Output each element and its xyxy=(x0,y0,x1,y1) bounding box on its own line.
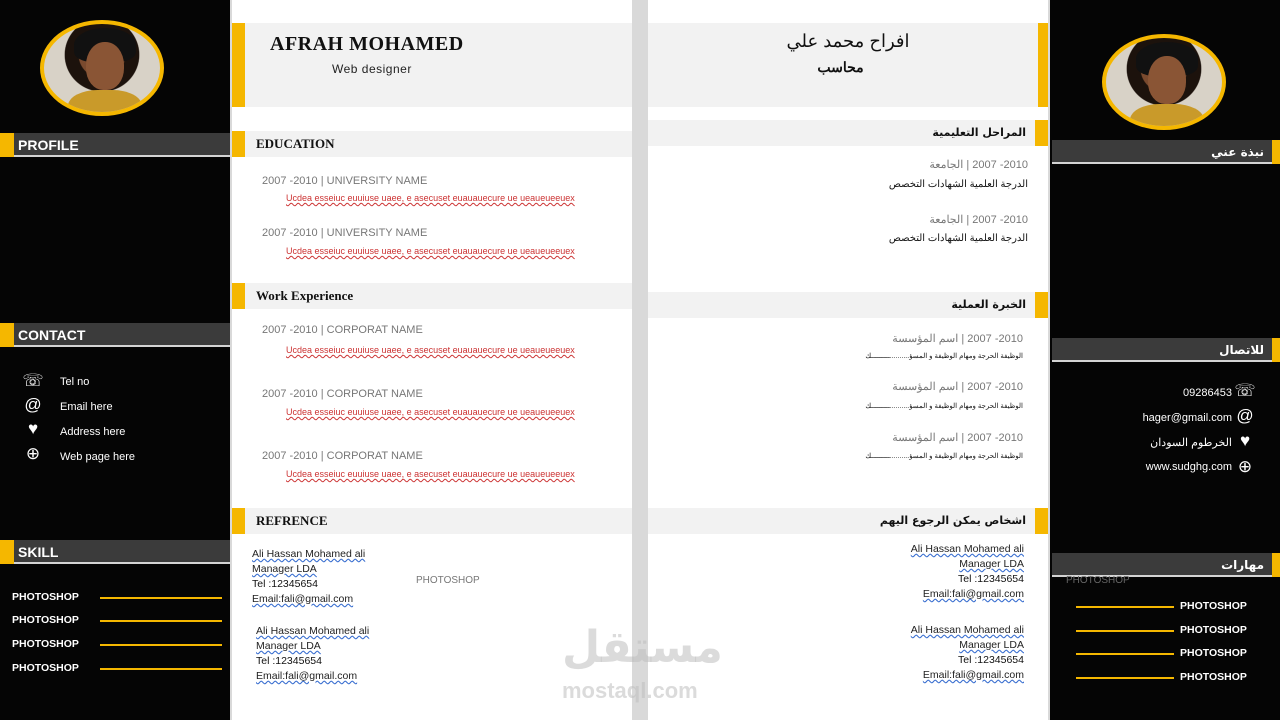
reference-name: Ali Hassan Mohamed ali xyxy=(256,625,370,637)
arabic-skill-item: PHOTOSHOP xyxy=(1180,600,1247,612)
work-desc: Ucdea esseiuc euuiuse uaee, e asecuset euauauecure ue ueaueueeuex xyxy=(286,345,575,355)
arabic-contact-address: الخرطوم السودان xyxy=(1150,437,1232,449)
arabic-education-date: 2010- 2007 | الجامعة xyxy=(929,159,1028,171)
arabic-work-date: 2010- 2007 | اسم المؤسسة xyxy=(892,432,1023,444)
arabic-work-desc: الوظيفة الحرجة ومهام الوظيفة و المسؤ..........ـــــــــك xyxy=(865,453,1023,460)
education-desc: Ucdea esseiuc euuiuse uaee, e asecuset euauauecure ue ueaueueeuex xyxy=(286,246,575,256)
arabic-reference-name: Ali Hassan Mohamed ali xyxy=(910,624,1024,636)
arabic-skill-item: PHOTOSHOP xyxy=(1180,671,1247,683)
about-heading: نبذة عني xyxy=(1052,140,1280,164)
skill-bar xyxy=(1076,677,1174,679)
arabic-reference-role: Manager LDA xyxy=(959,558,1024,570)
location-icon: ♥ xyxy=(1239,431,1251,450)
arabic-work-date: 2010- 2007 | اسم المؤسسة xyxy=(892,381,1023,393)
reference-heading: REFRENCE xyxy=(232,508,632,534)
arabic-page xyxy=(648,0,1048,720)
phone-icon: ☏ xyxy=(22,371,44,390)
arabic-education-heading: المراحل التعليمية xyxy=(648,120,1048,146)
globe-icon: ⊕ xyxy=(1237,457,1253,476)
work-date: 2007 -2010 | CORPORAT NAME xyxy=(262,388,423,400)
work-heading: Work Experience xyxy=(232,283,632,309)
skill-item: PHOTOSHOP xyxy=(12,662,79,674)
contact-heading: CONTACT xyxy=(0,323,230,347)
contact-email: Email here xyxy=(60,401,113,413)
education-date: 2007 -2010 | UNIVERSITY NAME xyxy=(262,175,428,187)
arabic-cv-title: محاسب xyxy=(817,59,864,75)
skill-bar xyxy=(1076,606,1174,608)
english-page xyxy=(232,0,632,720)
work-desc: Ucdea esseiuc euuiuse uaee, e asecuset euauauecure ue ueaueueeuex xyxy=(286,469,575,479)
education-date: 2007 -2010 | UNIVERSITY NAME xyxy=(262,227,428,239)
contact-web: Web page here xyxy=(60,451,136,463)
arabic-cv-name: افراح محمد علي xyxy=(786,31,910,51)
arabic-avatar xyxy=(1102,34,1226,130)
skill-bar xyxy=(1076,630,1174,632)
reference-role: Manager LDA xyxy=(252,563,317,575)
arabic-work-date: 2010- 2007 | اسم المؤسسة xyxy=(892,333,1023,345)
education-heading: EDUCATION xyxy=(232,131,632,157)
arabic-work-desc: الوظيفة الحرجة ومهام الوظيفة و المسؤ..........ـــــــــك xyxy=(865,353,1023,360)
education-desc: Ucdea esseiuc euuiuse uaee, e asecuset euauauecure ue ueaueueeuex xyxy=(286,193,575,203)
work-date: 2007 -2010 | CORPORAT NAME xyxy=(262,450,423,462)
arabic-contact-tel: 09286453 xyxy=(1183,387,1232,399)
arabic-reference-tel: Tel :12345654 xyxy=(958,573,1024,585)
reference-tel: Tel :12345654 xyxy=(256,655,322,667)
arabic-skill-item: PHOTOSHOP xyxy=(1180,647,1247,659)
arabic-reference-role: Manager LDA xyxy=(959,639,1024,651)
arabic-sidebar xyxy=(1050,0,1280,720)
arabic-reference-tel: Tel :12345654 xyxy=(958,654,1024,666)
email-icon: @ xyxy=(24,395,42,414)
arabic-reference-name: Ali Hassan Mohamed ali xyxy=(910,543,1024,555)
globe-icon: ⊕ xyxy=(25,444,41,463)
reference-email: Email:fali@gmail.com xyxy=(252,593,354,605)
reference-email: Email:fali@gmail.com xyxy=(256,670,358,682)
arabic-education-date: 2010- 2007 | الجامعة xyxy=(929,214,1028,226)
contact-tel: Tel no xyxy=(60,376,90,388)
work-date: 2007 -2010 | CORPORAT NAME xyxy=(262,324,423,336)
skill-bar xyxy=(1076,653,1174,655)
cv-title: Web designer xyxy=(332,62,412,76)
arabic-education-desc: الدرجة العلمية الشهادات التخصص xyxy=(888,233,1028,244)
arabic-name-header xyxy=(648,23,1048,107)
arabic-contact-web: www.sudghg.com xyxy=(1145,461,1232,473)
skill-item: PHOTOSHOP xyxy=(12,614,79,626)
email-icon: @ xyxy=(1236,406,1254,425)
skill-item: PHOTOSHOP xyxy=(12,638,79,650)
arabic-education-desc: الدرجة العلمية الشهادات التخصص xyxy=(888,179,1028,190)
arabic-reference-email: Email:fali@gmail.com xyxy=(922,588,1024,600)
cv-name: AFRAH MOHAMED xyxy=(270,33,464,55)
watermark-arabic: مستقل xyxy=(562,622,723,673)
arabic-contact-email: hager@gmail.com xyxy=(1142,412,1232,424)
arabic-contact-heading: للاتصال xyxy=(1052,338,1280,362)
reference-role: Manager LDA xyxy=(256,640,321,652)
skill-bar xyxy=(100,620,222,622)
skill-bar xyxy=(100,644,222,646)
reference-tel: Tel :12345654 xyxy=(252,578,318,590)
skill-heading: SKILL xyxy=(0,540,230,564)
skills-ghost-text: PHOTOSHOP xyxy=(1066,575,1130,586)
arabic-work-heading: الخبرة العملية xyxy=(648,292,1048,318)
skill-bar xyxy=(100,597,222,599)
english-sidebar xyxy=(0,0,230,720)
reference-name: Ali Hassan Mohamed ali xyxy=(252,548,366,560)
profile-heading: PROFILE xyxy=(0,133,230,157)
arabic-reference-heading: اشخاص يمكن الرجوع اليهم xyxy=(648,508,1048,534)
contact-address: Address here xyxy=(60,426,126,438)
phone-icon: ☏ xyxy=(1234,381,1256,400)
name-header xyxy=(232,23,632,107)
arabic-reference-email: Email:fali@gmail.com xyxy=(922,669,1024,681)
work-desc: Ucdea esseiuc euuiuse uaee, e asecuset euauauecure ue ueaueueeuex xyxy=(286,407,575,417)
arabic-work-desc: الوظيفة الحرجة ومهام الوظيفة و المسؤ..........ـــــــــك xyxy=(865,403,1023,410)
watermark-latin: mostaql.com xyxy=(562,678,698,703)
stray-skill-text: PHOTOSHOP xyxy=(416,575,480,586)
skill-item: PHOTOSHOP xyxy=(12,591,79,603)
arabic-skill-item: PHOTOSHOP xyxy=(1180,624,1247,636)
location-icon: ♥ xyxy=(27,419,39,438)
arabic-skills-heading: مهارات xyxy=(1052,553,1280,577)
skill-bar xyxy=(100,668,222,670)
avatar xyxy=(40,20,164,116)
